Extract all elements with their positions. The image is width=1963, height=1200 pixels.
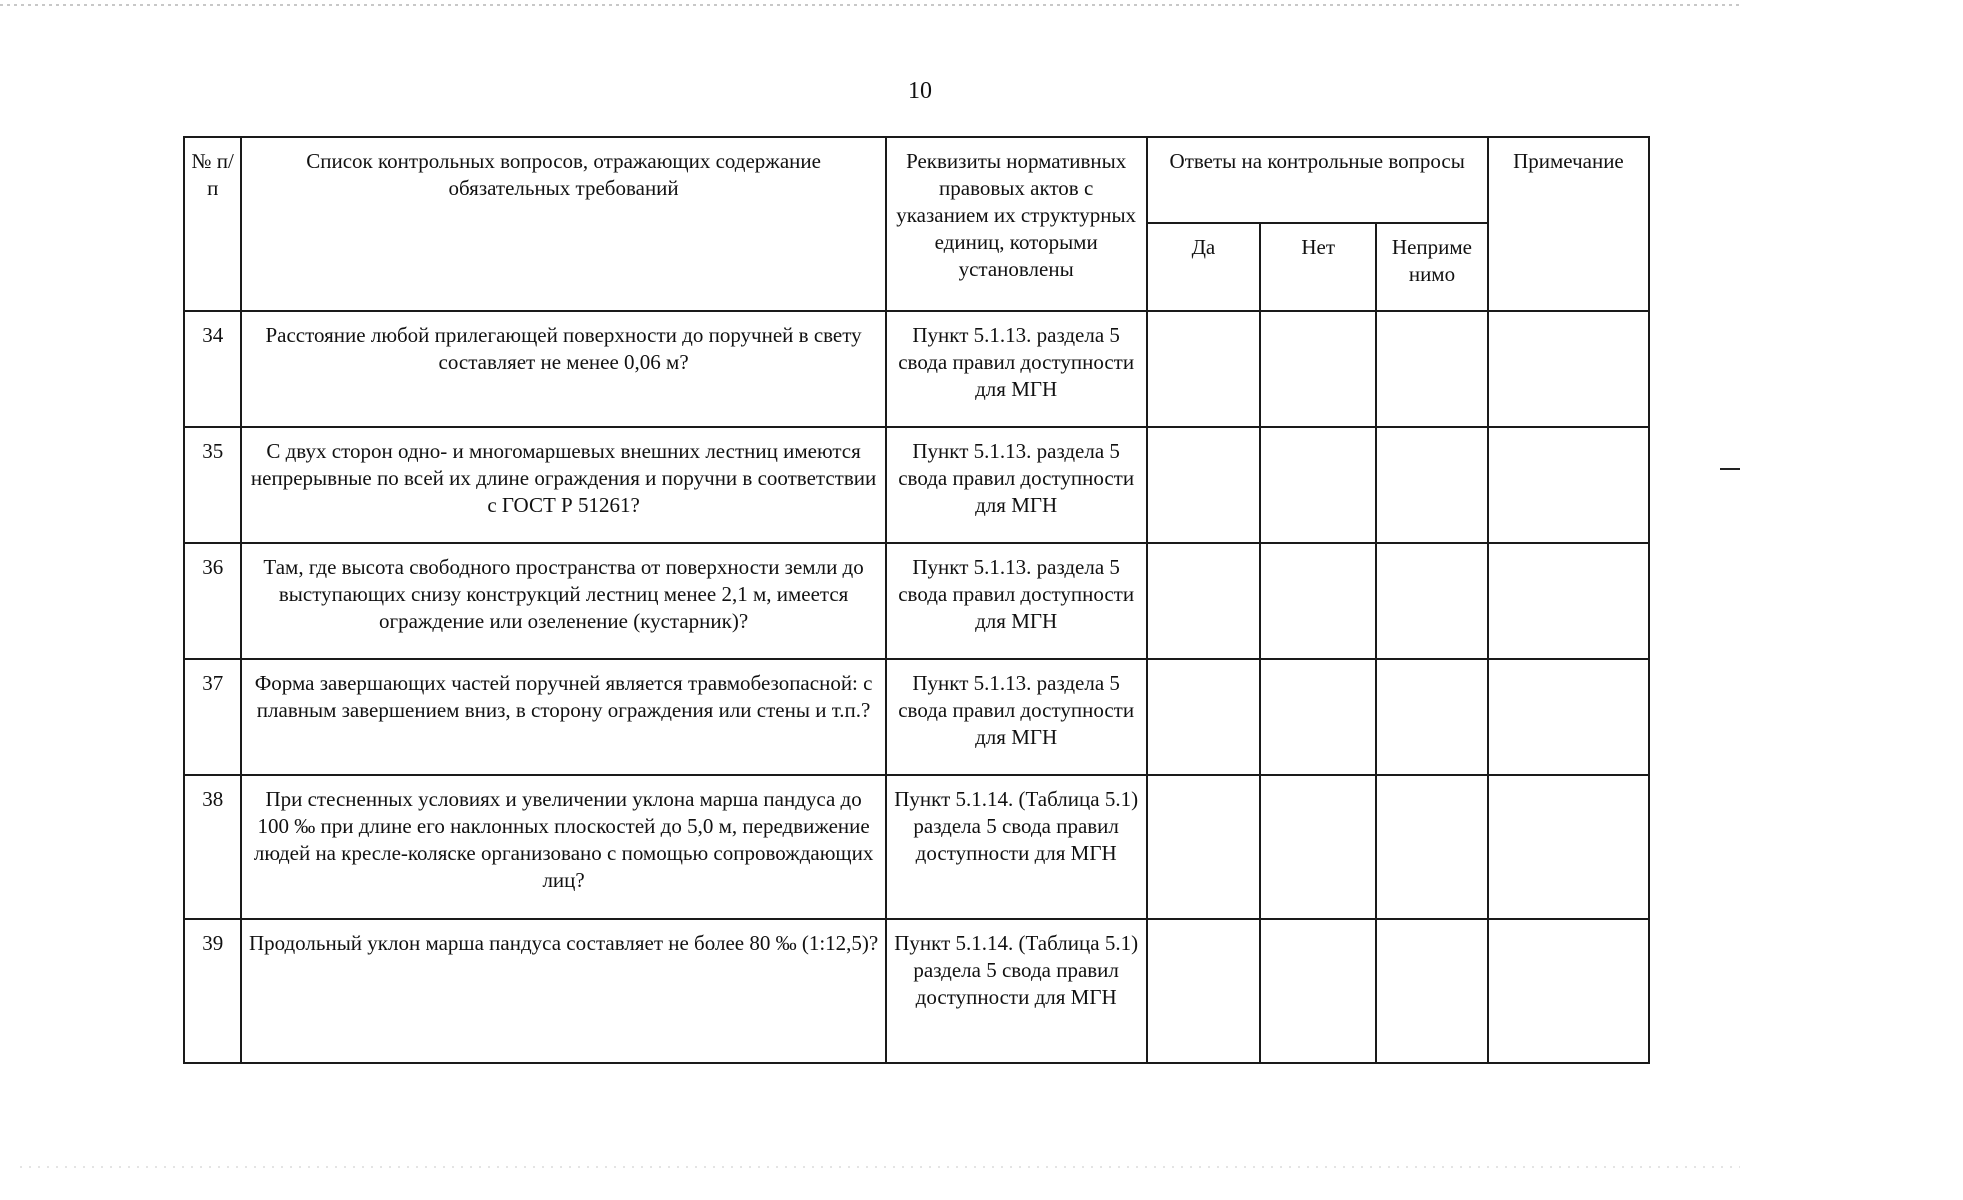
table-row xyxy=(184,919,1649,1063)
checklist-table xyxy=(183,136,1650,1064)
note-cell[interactable] xyxy=(1488,919,1649,1063)
row-number: 35 xyxy=(184,427,241,543)
note-cell[interactable] xyxy=(1488,775,1649,919)
answer-na-cell[interactable] xyxy=(1376,659,1488,775)
row-number: 39 xyxy=(184,919,241,1063)
answer-yes-cell[interactable] xyxy=(1147,427,1261,543)
row-requisite: Пункт 5.1.13. раздела 5 свода правил доступности для МГН xyxy=(886,427,1147,543)
note-cell[interactable] xyxy=(1488,543,1649,659)
header-num: № п/п xyxy=(184,137,241,311)
row-number: 38 xyxy=(184,775,241,919)
table-row xyxy=(184,543,1649,659)
header-note: Примечание xyxy=(1488,137,1649,311)
row-requisite: Пункт 5.1.14. (Таблица 5.1) раздела 5 свода правил доступности для МГН xyxy=(886,775,1147,919)
answer-yes-cell[interactable] xyxy=(1147,311,1261,427)
margin-dash-mark xyxy=(1720,468,1740,470)
answer-no-cell[interactable] xyxy=(1260,427,1376,543)
answer-no-cell[interactable] xyxy=(1260,659,1376,775)
answer-no-cell[interactable] xyxy=(1260,919,1376,1063)
scan-edge-top xyxy=(0,4,1740,6)
row-question: Форма завершающих частей поручней является травмобезопасной: с плавным завершением вниз, в сторону ограждения или стены и т.п.? xyxy=(241,659,885,775)
answer-na-cell[interactable] xyxy=(1376,543,1488,659)
header-answers: Ответы на контрольные вопросы xyxy=(1147,137,1488,223)
header-not-applicable: Неприме нимо xyxy=(1376,223,1488,311)
answer-na-cell[interactable] xyxy=(1376,775,1488,919)
row-question: При стесненных условиях и увеличении уклона марша пандуса до 100 ‰ при длине его наклонных плоскостей до 5,0 м, передвижение людей на кресле-коляске организовано с помощью сопровождающих лиц? xyxy=(241,775,885,919)
header-yes: Да xyxy=(1147,223,1261,311)
row-number: 34 xyxy=(184,311,241,427)
table-row xyxy=(184,427,1649,543)
row-requisite: Пункт 5.1.13. раздела 5 свода правил доступности для МГН xyxy=(886,659,1147,775)
row-question: С двух сторон одно- и многомаршевых внешних лестниц имеются непрерывные по всей их длине ограждения и поручни в соответствии с ГОСТ Р 51261? xyxy=(241,427,885,543)
row-question: Продольный уклон марша пандуса составляет не более 80 ‰ (1:12,5)? xyxy=(241,919,885,1063)
header-no: Нет xyxy=(1260,223,1376,311)
answer-na-cell[interactable] xyxy=(1376,311,1488,427)
row-requisite: Пункт 5.1.14. (Таблица 5.1) раздела 5 свода правил доступности для МГН xyxy=(886,919,1147,1063)
scan-edge-bottom xyxy=(20,1166,1740,1168)
answer-na-cell[interactable] xyxy=(1376,919,1488,1063)
header-row-top xyxy=(184,137,1649,223)
header-requisites-text: Реквизиты нормативных правовых актов с указанием их структурных единиц, которыми установлены xyxy=(896,149,1137,281)
answer-yes-cell[interactable] xyxy=(1147,775,1261,919)
row-question: Там, где высота свободного пространства от поверхности земли до выступающих снизу конструкций лестниц менее 2,1 м, имеется ограждение или озеленение (кустарник)? xyxy=(241,543,885,659)
table-row xyxy=(184,659,1649,775)
header-requisites xyxy=(886,137,1147,311)
row-requisite: Пункт 5.1.13. раздела 5 свода правил доступности для МГН xyxy=(886,543,1147,659)
row-number: 36 xyxy=(184,543,241,659)
answer-no-cell[interactable] xyxy=(1260,311,1376,427)
answer-no-cell[interactable] xyxy=(1260,543,1376,659)
header-question: Список контрольных вопросов, отражающих содержание обязательных требований xyxy=(241,137,885,311)
note-cell[interactable] xyxy=(1488,427,1649,543)
answer-yes-cell[interactable] xyxy=(1147,543,1261,659)
page-number: 10 xyxy=(908,78,932,104)
answer-yes-cell[interactable] xyxy=(1147,919,1261,1063)
row-requisite: Пункт 5.1.13. раздела 5 свода правил доступности для МГН xyxy=(886,311,1147,427)
table-row xyxy=(184,775,1649,919)
note-cell[interactable] xyxy=(1488,311,1649,427)
answer-na-cell[interactable] xyxy=(1376,427,1488,543)
table-row xyxy=(184,311,1649,427)
note-cell[interactable] xyxy=(1488,659,1649,775)
answer-no-cell[interactable] xyxy=(1260,775,1376,919)
row-question: Расстояние любой прилегающей поверхности до поручней в свету составляет не менее 0,06 м? xyxy=(241,311,885,427)
row-number: 37 xyxy=(184,659,241,775)
answer-yes-cell[interactable] xyxy=(1147,659,1261,775)
